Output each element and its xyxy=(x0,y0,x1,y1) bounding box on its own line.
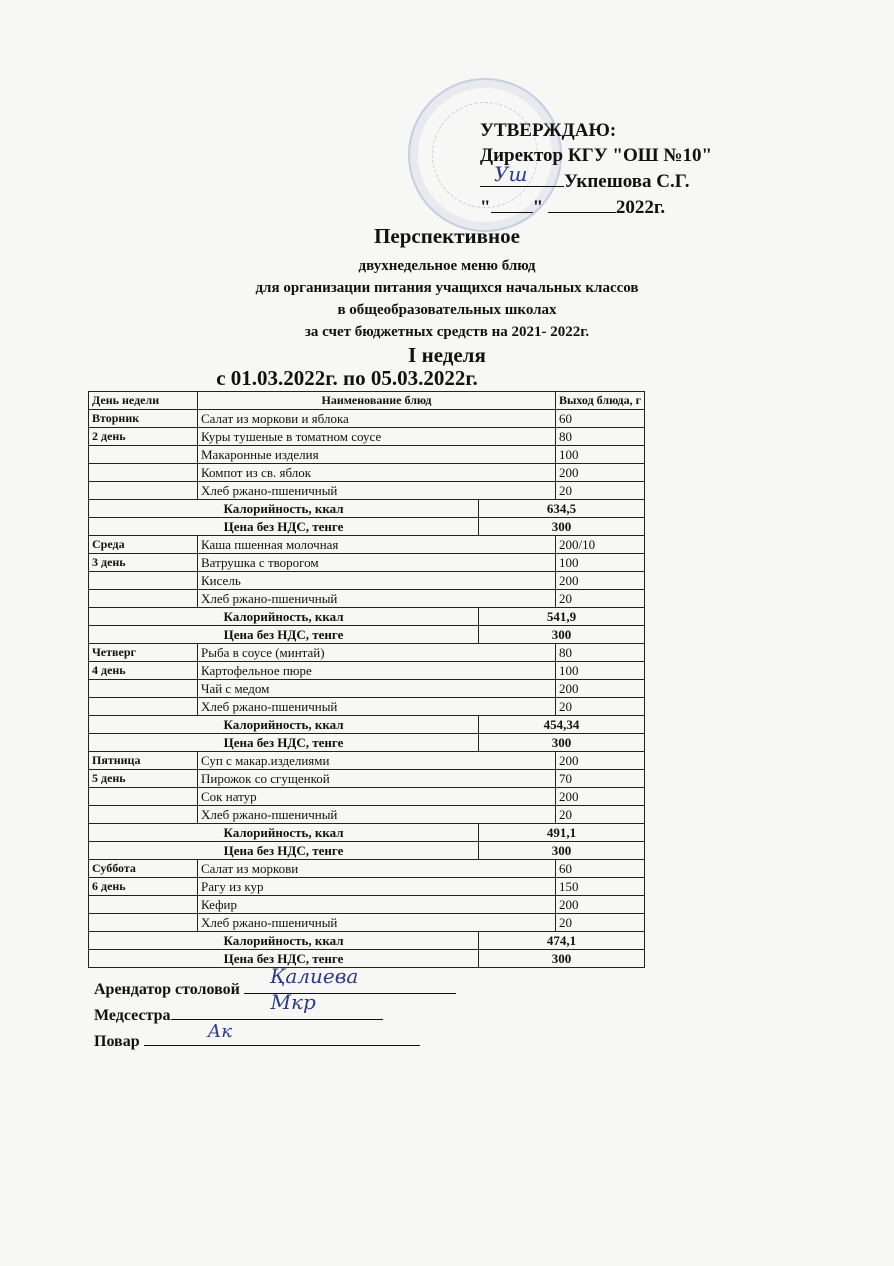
approval-block xyxy=(480,118,712,220)
dish-yield: 80 xyxy=(556,644,645,662)
day-number: 4 день xyxy=(89,662,198,680)
dish-row xyxy=(89,644,645,662)
day-cell-empty xyxy=(89,914,198,932)
dish-name: Компот из св. яблок xyxy=(198,464,556,482)
price-row-value: 300 xyxy=(479,842,645,860)
table-header-row xyxy=(89,392,645,410)
dish-row xyxy=(89,554,645,572)
price-row-value: 300 xyxy=(479,950,645,968)
calories-row xyxy=(89,500,645,518)
approval-date-line: " " 2022г. xyxy=(480,194,712,220)
period-label: с 01.03.2022г. по 05.03.2022г. xyxy=(216,366,478,390)
day-cell-empty xyxy=(89,680,198,698)
day-cell-empty xyxy=(89,590,198,608)
approval-name-line xyxy=(480,162,712,194)
price-row-value: 300 xyxy=(479,518,645,536)
calories-row-label: Калорийность, ккал xyxy=(89,824,479,842)
day-cell-empty xyxy=(89,788,198,806)
director-name: Укпешова С.Г. xyxy=(564,171,690,192)
price-row xyxy=(89,734,645,752)
dish-yield: 200 xyxy=(556,572,645,590)
calories-row-label: Калорийность, ккал xyxy=(89,608,479,626)
dish-name: Хлеб ржано-пшеничный xyxy=(198,914,556,932)
dish-row xyxy=(89,410,645,428)
dish-row xyxy=(89,698,645,716)
dish-yield: 80 xyxy=(556,428,645,446)
dish-name: Картофельное пюре xyxy=(198,662,556,680)
dish-yield: 200 xyxy=(556,896,645,914)
calories-row-label: Калорийность, ккал xyxy=(89,500,479,518)
dish-row xyxy=(89,428,645,446)
dish-row xyxy=(89,590,645,608)
calories-row-value: 634,5 xyxy=(479,500,645,518)
date-day-blank xyxy=(491,194,533,213)
calories-row-value: 454,34 xyxy=(479,716,645,734)
dish-row xyxy=(89,878,645,896)
calories-row-value: 491,1 xyxy=(479,824,645,842)
dish-yield: 100 xyxy=(556,554,645,572)
dish-name: Сок натур xyxy=(198,788,556,806)
document-subtitle: двухнедельное меню блюд для организации питания учащихся начальных классов в общеобразовательных школах за счет бюджетных средств на 2021- 2022г. xyxy=(255,258,639,340)
dish-row xyxy=(89,914,645,932)
tenant-signature-row: Арендатор столовой Қалиева xyxy=(94,975,456,1001)
price-row xyxy=(89,518,645,536)
dish-yield: 200/10 xyxy=(556,536,645,554)
calories-row xyxy=(89,932,645,950)
dish-name: Хлеб ржано-пшеничный xyxy=(198,482,556,500)
dish-name: Хлеб ржано-пшеничный xyxy=(198,698,556,716)
menu-table xyxy=(88,391,645,968)
dish-row xyxy=(89,806,645,824)
calories-row-value: 474,1 xyxy=(479,932,645,950)
tenant-signature: Қалиева xyxy=(269,964,359,988)
day-number: 6 день xyxy=(89,878,198,896)
document-title: Перспективное xyxy=(374,224,520,248)
dish-name: Ватрушка с творогом xyxy=(198,554,556,572)
dish-name: Салат из моркови и яблока xyxy=(198,410,556,428)
dish-yield: 20 xyxy=(556,698,645,716)
date-month-blank xyxy=(548,194,616,213)
price-row-value: 300 xyxy=(479,734,645,752)
header-dish: Наименование блюд xyxy=(198,392,556,410)
cook-signature: Ак xyxy=(207,1021,232,1042)
calories-row-label: Калорийность, ккал xyxy=(89,932,479,950)
week-label: I неделя xyxy=(408,343,486,367)
price-row-label: Цена без НДС, тенге xyxy=(89,518,479,536)
dish-row xyxy=(89,464,645,482)
dish-row xyxy=(89,680,645,698)
dish-yield: 20 xyxy=(556,914,645,932)
approval-year: 2022г. xyxy=(615,197,666,218)
day-cell-empty xyxy=(89,464,198,482)
dish-name: Рыба в соусе (минтай) xyxy=(198,644,556,662)
dish-yield: 200 xyxy=(556,464,645,482)
dish-yield: 60 xyxy=(556,410,645,428)
dish-yield: 200 xyxy=(556,680,645,698)
price-row xyxy=(89,950,645,968)
dish-name: Макаронные изделия xyxy=(198,446,556,464)
dish-yield: 150 xyxy=(556,878,645,896)
dish-row xyxy=(89,788,645,806)
dish-name: Хлеб ржано-пшеничный xyxy=(198,806,556,824)
approval-position: Директор КГУ "ОШ №10" xyxy=(480,145,713,166)
dish-row xyxy=(89,860,645,878)
director-signature-line xyxy=(480,162,564,187)
day-name: Среда xyxy=(89,536,198,554)
dish-name: Пирожок со сгущенкой xyxy=(198,770,556,788)
dish-name: Хлеб ржано-пшеничный xyxy=(198,590,556,608)
menu-body xyxy=(89,410,645,968)
nurse-signature-row: Медсестра Мкр xyxy=(94,1001,456,1027)
dish-row xyxy=(89,572,645,590)
day-number: 3 день xyxy=(89,554,198,572)
day-cell-empty xyxy=(89,572,198,590)
dish-row xyxy=(89,770,645,788)
cook-signature-row: Повар Ак xyxy=(94,1027,456,1053)
dish-yield: 20 xyxy=(556,590,645,608)
price-row-label: Цена без НДС, тенге xyxy=(89,842,479,860)
day-cell-empty xyxy=(89,482,198,500)
dish-yield: 200 xyxy=(556,788,645,806)
dish-name: Суп с макар.изделиями xyxy=(198,752,556,770)
day-number: 2 день xyxy=(89,428,198,446)
dish-yield: 60 xyxy=(556,860,645,878)
day-name: Пятница xyxy=(89,752,198,770)
dish-yield: 20 xyxy=(556,482,645,500)
nurse-signature: Мкр xyxy=(270,990,316,1014)
dish-row xyxy=(89,752,645,770)
dish-row xyxy=(89,536,645,554)
day-cell-empty xyxy=(89,806,198,824)
dish-name: Кисель xyxy=(198,572,556,590)
price-row-value: 300 xyxy=(479,626,645,644)
calories-row xyxy=(89,608,645,626)
dish-yield: 100 xyxy=(556,662,645,680)
approval-heading: УТВЕРЖДАЮ: xyxy=(480,120,617,141)
day-cell-empty xyxy=(89,896,198,914)
dish-name: Кефир xyxy=(198,896,556,914)
dish-yield: 200 xyxy=(556,752,645,770)
dish-row xyxy=(89,482,645,500)
dish-row xyxy=(89,662,645,680)
day-name: Суббота xyxy=(89,860,198,878)
dish-name: Салат из моркови xyxy=(198,860,556,878)
day-cell-empty xyxy=(89,698,198,716)
header-day: День недели xyxy=(89,392,198,410)
signatures-block xyxy=(94,964,456,1053)
dish-row xyxy=(89,446,645,464)
dish-row xyxy=(89,896,645,914)
day-cell-empty xyxy=(89,446,198,464)
price-row xyxy=(89,842,645,860)
price-row xyxy=(89,626,645,644)
price-row-label: Цена без НДС, тенге xyxy=(89,950,479,968)
dish-name: Рагу из кур xyxy=(198,878,556,896)
price-row-label: Цена без НДС, тенге xyxy=(89,734,479,752)
dish-name: Чай с медом xyxy=(198,680,556,698)
calories-row-value: 541,9 xyxy=(479,608,645,626)
calories-row xyxy=(89,716,645,734)
price-row-label: Цена без НДС, тенге xyxy=(89,626,479,644)
dish-name: Каша пшенная молочная xyxy=(198,536,556,554)
day-name: Четверг xyxy=(89,644,198,662)
calories-row xyxy=(89,824,645,842)
dish-yield: 100 xyxy=(556,446,645,464)
dish-yield: 20 xyxy=(556,806,645,824)
header-yield: Выход блюда, г xyxy=(556,392,645,410)
calories-row-label: Калорийность, ккал xyxy=(89,716,479,734)
director-signature: Уш xyxy=(494,162,528,186)
day-number: 5 день xyxy=(89,770,198,788)
day-name: Вторник xyxy=(89,410,198,428)
dish-name: Куры тушеные в томатном соусе xyxy=(198,428,556,446)
dish-yield: 70 xyxy=(556,770,645,788)
